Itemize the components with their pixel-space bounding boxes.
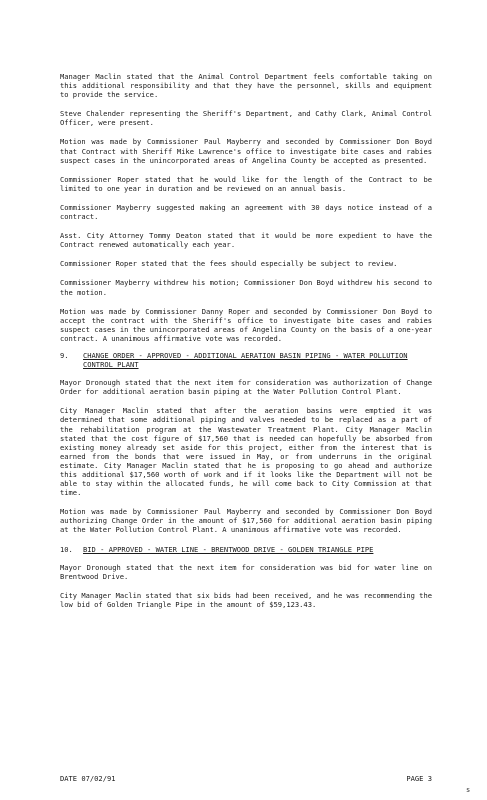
paragraph-item10-intro: Mayor Dronough stated that the next item for consideration was bid for water line on Brentwood Drive. (60, 562, 432, 581)
agenda-item-number: 10. (60, 544, 73, 554)
paragraph-item9-maclin: City Manager Maclin stated that after the aeration basins were emptied it was determined that some additional piping and valves needed to be replaced as a part of the rehabilitation program at the Wastewater Treatment Plant. City Manager Maclin stated that the cost figure of $17,560 that is needed can hopefully be absorbed from existing money already set aside for this project, either from the interest that is earned from the bonds that were issued in May, or from underruns in the original estimate. City Manager Maclin stated that he is proposing to go ahead and authorize this additional $17,560 worth of work and if it looks like the Department will not be able to stay within the allocated funds, he will come back to City Commission at that time. (60, 406, 432, 498)
agenda-item-title: CHANGE ORDER - APPROVED - ADDITIONAL AERATION BASIN PIPING - WATER POLLUTION CONTROL PLANT (83, 350, 408, 370)
paragraph-mayberry-notice: Commissioner Mayberry suggested making an agreement with 30 days notice instead of a contract. (60, 202, 432, 222)
paragraph-roper-fees: Commissioner Roper stated that the fees should especially be subject to review. (60, 259, 398, 269)
corner-mark: s (466, 786, 471, 794)
page-footer (60, 774, 432, 783)
agenda-item-number: 9. (60, 350, 69, 360)
paragraph-second-motion: Motion was made by Commissioner Danny Roper and seconded by Commissioner Don Boyd to accept the contract with the Sheriff's office to investigate bite cases and rabies suspect cases in the unincorporated areas of Angelina County on the basis of a one-year contract. A unanimous affirmative vote was recorded. (60, 306, 432, 343)
footer-page-number: PAGE 3 (406, 774, 432, 783)
agenda-item-9-heading (60, 351, 432, 369)
paragraph-item9-motion: Motion was made by Commissioner Paul Mayberry and seconded by Commissioner Don Boyd authorizing Change Order in the amount of $17,560 for additional aeration basin piping at the Water Pollution Control Plant. A unanimous affirmative vote was recorded. (60, 507, 432, 535)
agenda-item-title: BID - APPROVED - WATER LINE - BRENTWOOD DRIVE - GOLDEN TRIANGLE PIPE (83, 544, 374, 554)
footer-date: DATE 07/02/91 (60, 774, 116, 783)
paragraph-maclin-animal-control: Manager Maclin stated that the Animal Control Department feels comfortable taking on this additional responsibility and that they have the personnel, skills and equipment to provide the service. (60, 72, 432, 100)
agenda-item-10-heading (60, 545, 432, 554)
paragraph-first-motion: Motion was made by Commissioner Paul Mayberry and seconded by Commissioner Don Boyd that Contract with Sheriff Mike Lawrence's office to investigate bite cases and rabies suspect cases in the unincorporated areas of Angelina County be accepted as presented. (60, 137, 432, 165)
paragraph-attendees: Steve Chalender representing the Sheriff's Department, and Cathy Clark, Animal Control Officer, were present. (60, 109, 432, 128)
paragraph-withdrawal: Commissioner Mayberry withdrew his motion; Commissioner Don Boyd withdrew his second to the motion. (60, 278, 432, 297)
minutes-page (60, 72, 432, 619)
paragraph-item9-intro: Mayor Dronough stated that the next item for consideration was authorization of Change Order for additional aeration basin piping at the Water Pollution Control Plant. (60, 378, 432, 397)
paragraph-deaton: Asst. City Attorney Tommy Deaton stated that it would be more expedient to have the Contract renewed automatically each year. (60, 231, 432, 250)
paragraph-item10-maclin: City Manager Maclin stated that six bids had been received, and he was recommending the low bid of Golden Triangle Pipe in the amount of $59,123.43. (60, 590, 432, 609)
paragraph-roper-length: Commissioner Roper stated that he would like for the length of the Contract to be limited to one year in duration and be reviewed on an annual basis. (60, 174, 432, 193)
